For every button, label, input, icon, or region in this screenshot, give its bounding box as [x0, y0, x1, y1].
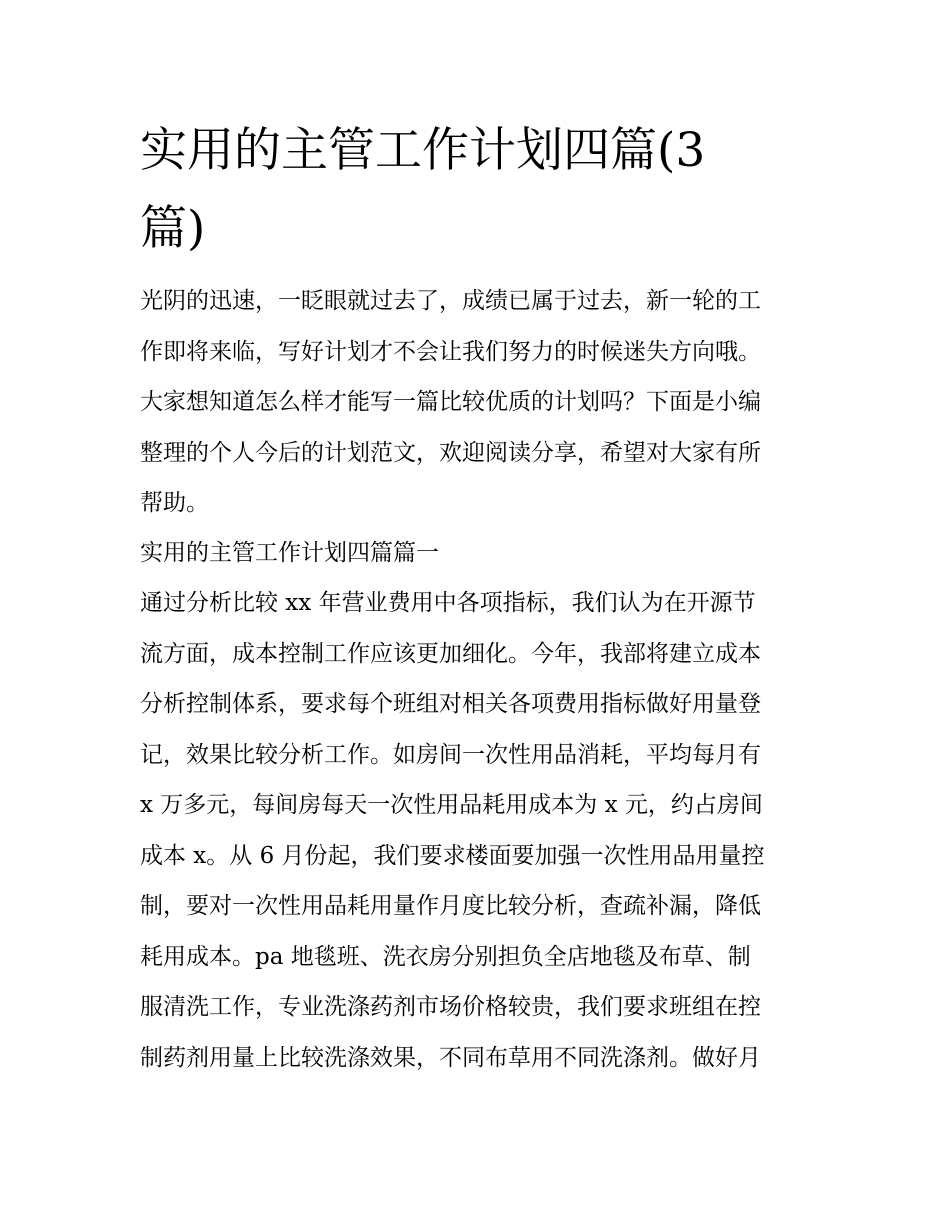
body-line: 成本 x。从 6 月份起，我们要求楼面要加强一次性用品用量控 [140, 842, 765, 869]
intro-paragraph [140, 276, 761, 529]
title-line-2: 篇) [140, 201, 206, 256]
body-line: 记，效果比较分析工作。如房间一次性用品消耗，平均每月有 [140, 741, 761, 768]
body-line: 制药剂用量上比较洗涤效果，不同布草用不同洗涤剂。做好月 [140, 1044, 761, 1071]
body-line: x 万多元，每间房每天一次性用品耗用成本为 x 元，约占房间 [140, 792, 763, 818]
body-line: 分析控制体系，要求每个班组对相关各项费用指标做好用量登 [140, 691, 761, 717]
body-line: 通过分析比较 xx 年营业费用中各项指标，我们认为在开源节 [140, 590, 756, 616]
intro-line: 大家想知道怎么样才能写一篇比较优质的计划吗？下面是小编 [140, 389, 761, 415]
body-paragraph [140, 578, 765, 1083]
intro-line: 帮助。 [140, 490, 209, 516]
body-line: 制，要对一次性用品耗用量作月度比较分析，查疏补漏，降低 [140, 893, 761, 919]
document-title [140, 112, 820, 268]
intro-line: 光阴的迅速，一眨眼就过去了，成绩已属于过去，新一轮的工 [140, 288, 761, 314]
intro-line: 整理的个人今后的计划范文，欢迎阅读分享，希望对大家有所 [140, 439, 761, 466]
body-line: 服清洗工作，专业洗涤药剂市场价格较贵，我们要求班组在控 [140, 994, 761, 1020]
section-heading: 实用的主管工作计划四篇篇一 [140, 540, 439, 566]
intro-line: 作即将来临，写好计划才不会让我们努力的时候迷失方向哦。 [140, 338, 761, 365]
title-line-1: 实用的主管工作计划四篇(3 [140, 123, 706, 178]
body-line: 耗用成本。pa 地毯班、洗衣房分别担负全店地毯及布草、制 [140, 943, 751, 970]
body-line: 流方面，成本控制工作应该更加细化。今年，我部将建立成本 [140, 640, 761, 667]
